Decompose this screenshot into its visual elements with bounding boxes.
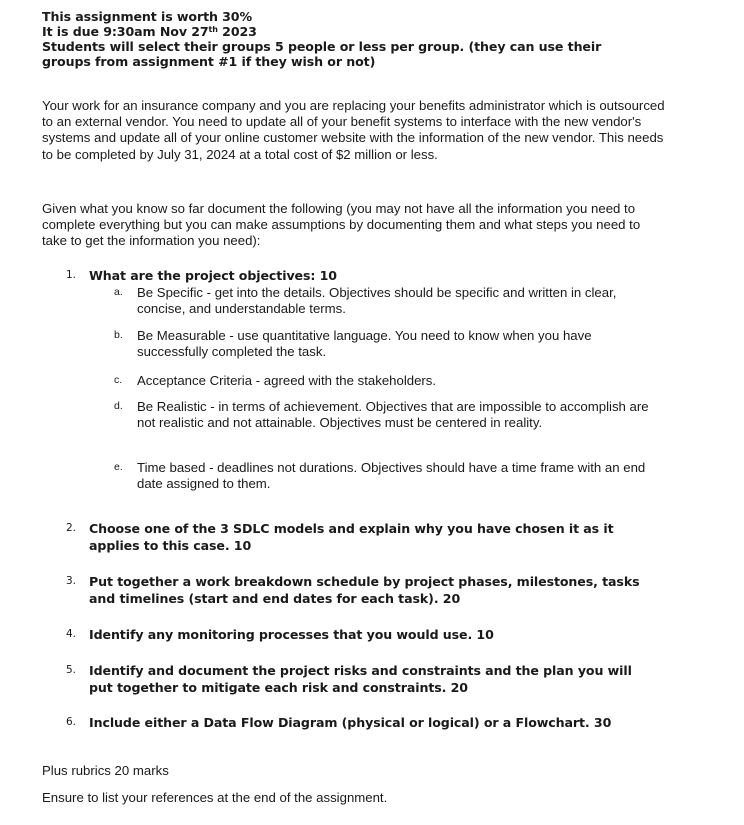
objective-letter: d. (114, 400, 123, 412)
question-number: 5. (66, 664, 77, 676)
question-4 (66, 627, 656, 644)
due-date-ordinal: th (208, 25, 218, 34)
question-number: 4. (66, 628, 77, 640)
question-1 (66, 268, 656, 285)
question-5 (66, 663, 656, 696)
worth-line: This assignment is worth 30% (42, 9, 252, 24)
question-text: Identify any monitoring processes that you would use. 10 (89, 627, 494, 642)
question-text: Put together a work breakdown schedule by project phases, milestones, tasks and timelines (start and end dates for each task). 20 (89, 574, 640, 606)
question-text: What are the project objectives: 10 (89, 268, 337, 283)
objective-text: Time based - deadlines not durations. Objectives should have a time frame with an end date assigned to them. (137, 460, 646, 492)
objective-text: Be Specific - get into the details. Objectives should be specific and written in clear, concise, and understandable terms. (137, 285, 617, 317)
question-number: 2. (66, 522, 77, 534)
objective-item (114, 460, 654, 492)
question-number: 1. (66, 269, 77, 281)
objective-item (114, 285, 654, 317)
objective-item (114, 373, 654, 389)
objective-text: Acceptance Criteria - agreed with the stakeholders. (137, 373, 437, 388)
instructions-paragraph: Given what you know so far document the following (you may not have all the information you need to complete everything but you can make assumptions by documenting them and what steps you need to take to get the information you need): (42, 201, 641, 249)
objective-text: Be Measurable - use quantitative language. You need to know when you have successfully completed the task. (137, 328, 592, 360)
references-line: Ensure to list your references at the end of the assignment. (42, 790, 388, 805)
objective-item (114, 399, 654, 431)
due-year: 2023 (217, 24, 257, 39)
objective-text: Be Realistic - in terms of achievement. Objectives that are impossible to accomplish are not realistic and not attainable. Objectives must be centered in reality. (137, 399, 649, 431)
question-number: 6. (66, 716, 77, 728)
objective-letter: e. (114, 461, 123, 473)
rubrics-line: Plus rubrics 20 marks (42, 763, 169, 778)
objective-item (114, 328, 654, 360)
question-2 (66, 521, 656, 554)
due-date-text: It is due 9:30am Nov 27 (42, 24, 209, 39)
question-number: 3. (66, 575, 77, 587)
question-6 (66, 715, 656, 732)
question-3 (66, 574, 656, 607)
question-text: Include either a Data Flow Diagram (physical or logical) or a Flowchart. 30 (89, 715, 612, 730)
question-text: Choose one of the 3 SDLC models and explain why you have chosen it as it applies to this case. 10 (89, 521, 614, 553)
question-text: Identify and document the project risks and constraints and the plan you will put together to mitigate each risk and constraints. 20 (89, 663, 632, 695)
assignment-document (42, 9, 682, 69)
objective-letter: b. (114, 329, 123, 341)
groups-line: Students will select their groups 5 people or less per group. (they can use their groups from assignment #1 if they wish or not) (42, 39, 602, 69)
objective-letter: a. (114, 286, 123, 298)
intro-paragraph: Your work for an insurance company and you are replacing your benefits administrator which is outsourced to an external vendor. You need to update all of your benefit systems to interface with the new vendor's systems and update all of your online customer website with the information of the new vendor. This needs to be completed by July 31, 2024 at a total cost of $2 million or less. (42, 98, 665, 162)
due-line (42, 24, 682, 39)
objective-letter: c. (114, 374, 123, 386)
